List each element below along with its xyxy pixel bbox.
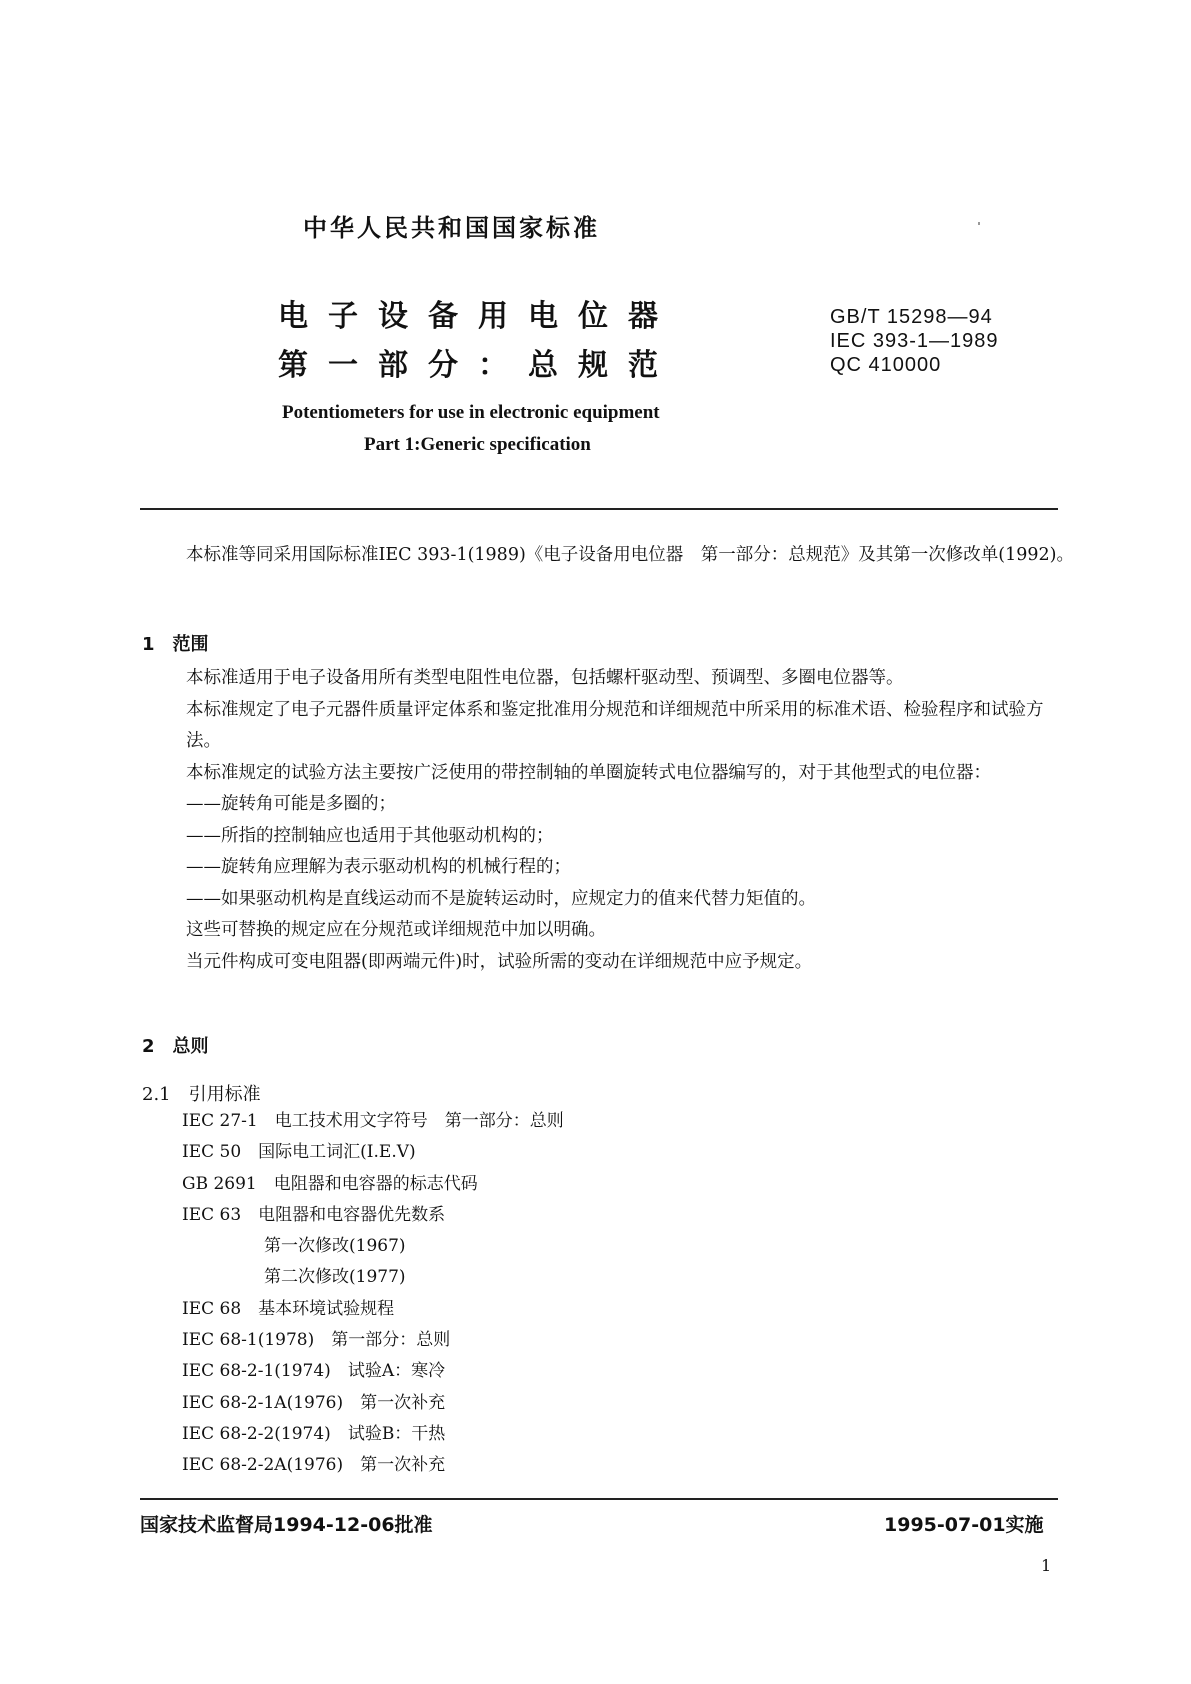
- paragraph: 本标准规定的试验方法主要按广泛使用的带控制轴的单圈旋转式电位器编写的，对于其他型式的电位器：: [186, 762, 991, 783]
- intro-paragraph: 本标准等同采用国际标准IEC 393-1(1989)《电子设备用电位器 第一部分：总规范》及其第一次修改单(1992)。: [186, 545, 1074, 565]
- standard-code-gb: GB/T 15298—94: [830, 306, 993, 328]
- list-item: ——旋转角可能是多圈的；: [186, 794, 396, 814]
- standard-code-qc: QC 410000: [830, 354, 942, 376]
- reference-item: IEC 68-2-1(1974) 试验A：寒冷: [182, 1361, 446, 1382]
- reference-item: IEC 68-1(1978) 第一部分：总则: [182, 1330, 451, 1351]
- section-2-title: 2 总则: [142, 1036, 209, 1057]
- reference-item: IEC 27-1 电工技术用文字符号 第一部分：总则: [182, 1111, 564, 1131]
- standard-code-iec: IEC 393-1—1989: [830, 330, 999, 352]
- approval-date: 国家技术监督局1994-12-06批准: [140, 1514, 433, 1536]
- reference-item: IEC 68 基本环境试验规程: [182, 1298, 395, 1319]
- paragraph: 本标准适用于电子设备用所有类型电阻性电位器，包括螺杆驱动型、预调型、多圈电位器等。: [186, 668, 904, 688]
- section-2-1-title: 2.1 引用标准: [142, 1084, 261, 1105]
- paragraph: 本标准规定了电子元器件质量评定体系和鉴定批准用分规范和详细规范中所采用的标准术语、检验程序和试验方法。: [186, 699, 1044, 751]
- reference-item: IEC 68-2-2A(1976) 第一次补充: [182, 1455, 446, 1476]
- list-item: ——旋转角应理解为表示驱动机构的机械行程的；: [186, 857, 571, 877]
- paragraph: 这些可替换的规定应在分规范或详细规范中加以明确。: [186, 920, 606, 940]
- header-divider: [140, 508, 1058, 510]
- section-1-title: 1 范围: [142, 634, 209, 655]
- implementation-date: 1995-07-01实施: [884, 1514, 1044, 1536]
- list-item: ——所指的控制轴应也适用于其他驱动机构的；: [186, 825, 554, 846]
- reference-item: GB 2691 电阻器和电容器的标志代码: [182, 1173, 478, 1194]
- standard-title-en-line1: Potentiometers for use in electronic equipment: [282, 402, 660, 423]
- footer-divider: [140, 1498, 1058, 1500]
- reference-item: IEC 68-2-1A(1976) 第一次补充: [182, 1392, 446, 1413]
- national-standard-title: 中华人民共和国国家标准: [303, 214, 600, 242]
- reference-item: 第二次修改(1977): [264, 1267, 406, 1288]
- reference-item: IEC 50 国际电工词汇(I.E.V): [182, 1142, 416, 1163]
- scan-speck: [978, 222, 980, 225]
- page-number: 1: [1041, 1556, 1052, 1575]
- reference-item: IEC 68-2-2(1974) 试验B：干热: [182, 1423, 446, 1444]
- standard-title-en-line2: Part 1:Generic specification: [364, 434, 591, 455]
- reference-item: 第一次修改(1967): [264, 1236, 406, 1257]
- reference-item: IEC 63 电阻器和电容器优先数系: [182, 1204, 446, 1225]
- list-item: ——如果驱动机构是直线运动而不是旋转运动时，应规定力的值来代替力矩值的。: [186, 888, 816, 909]
- section-1-body: [144, 663, 1056, 978]
- reference-list: [182, 1106, 882, 1482]
- paragraph: 当元件构成可变电阻器(即两端元件)时，试验所需的变动在详细规范中应予规定。: [186, 951, 813, 972]
- standard-title-cn-line1: 电子设备用电位器: [278, 299, 678, 334]
- standard-title-cn-line2: 第一部分：总规范: [278, 348, 678, 383]
